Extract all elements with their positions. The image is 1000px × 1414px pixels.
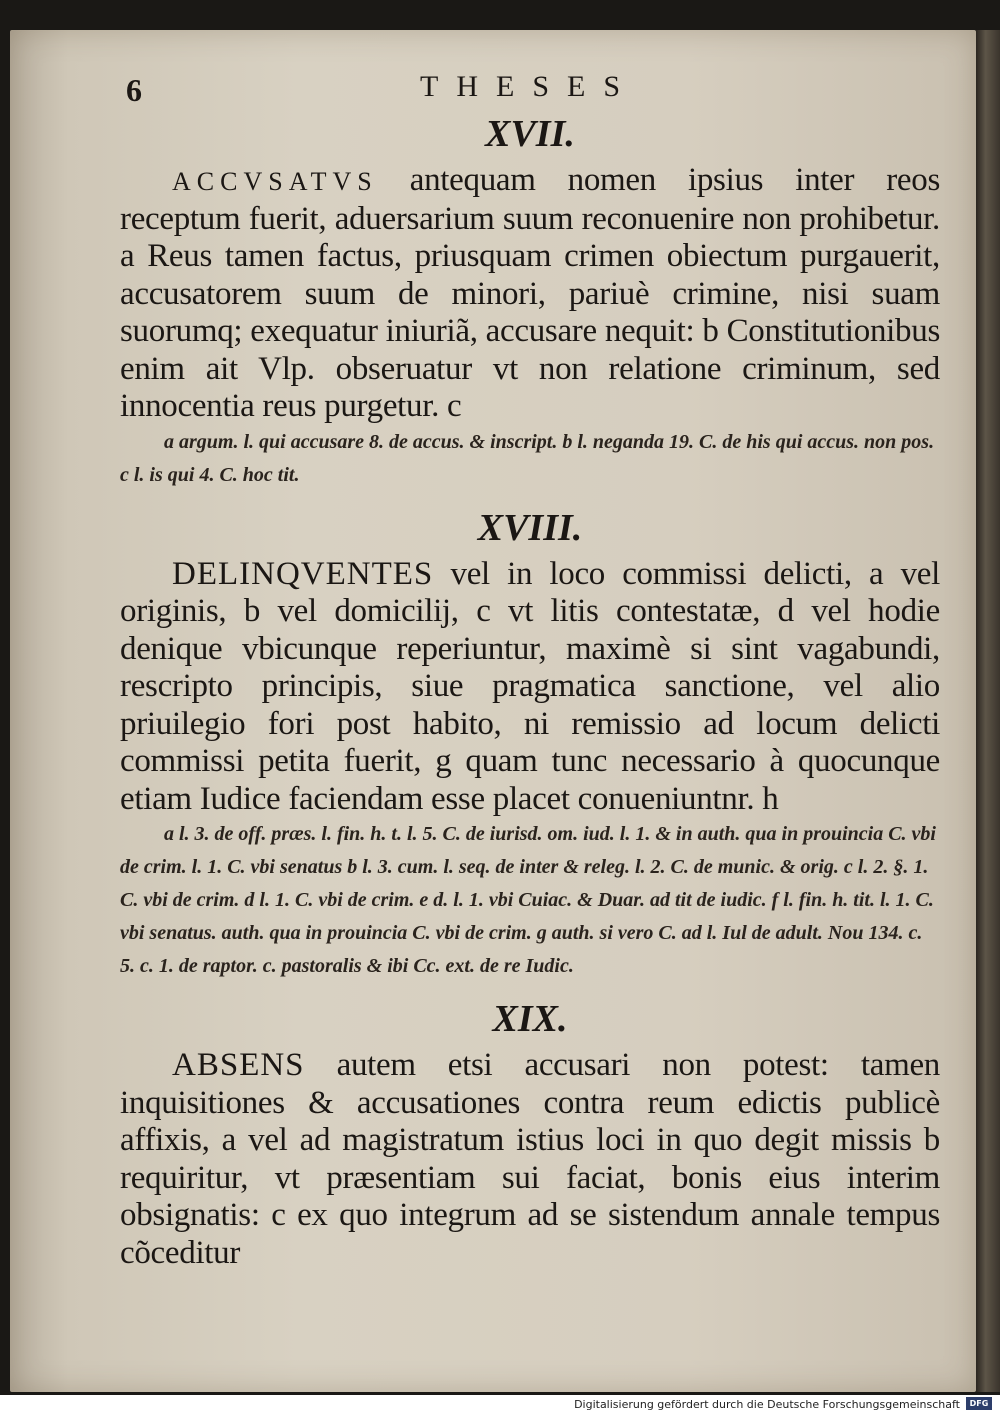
lead-word: ABSENS <box>172 1047 305 1083</box>
section-heading: XVIII. <box>477 506 583 549</box>
running-head <box>120 68 940 112</box>
page-content <box>120 68 940 1286</box>
page-edge <box>976 30 1000 1392</box>
lead-word: ACCVSATVS <box>172 167 378 196</box>
section-text <box>120 556 940 819</box>
footnotes: a argum. l. qui accusare 8. de accus. & inscript. b l. neganda 19. C. de his qui accus. non pos. c l. is qui 4. C. hoc tit. <box>120 430 935 486</box>
section-text <box>120 162 940 426</box>
lead-word: DELINQVENTES <box>172 555 434 592</box>
section-heading: XVII. <box>485 113 575 155</box>
section-xix <box>120 997 940 1272</box>
section-heading: XIX. <box>492 998 568 1040</box>
funding-credit: Digitalisierung gefördert durch die Deutsche Forschungsgemeinschaft <box>574 1398 960 1411</box>
page-number: 6 <box>126 72 142 108</box>
paragraph-body: vel in loco commissi delicti, a vel originis, b vel domicilij, c vt litis contestatæ, d vel hodie denique vbicunque reperiuntur, maximè si sint vagabundi, rescripto principis, siue pragmatica sanctione, vel alio priuilegio fori post habito, ni remissio ad locum delicti commissi petita fuerit, g quam tunc necessario à quocunque etiam Iudice faciendam esse placet conueniuntnr. h <box>120 555 940 817</box>
section-xvii <box>120 112 940 492</box>
running-title: THESES <box>420 70 639 103</box>
paragraph-body: antequam nomen ipsius inter reos receptum fuerit, aduersarium suum reconuenire non prohibetur. a Reus tamen factus, priusquam crimen obiectum purgauerit, accusatorem suum de minori, pariuè crimine, nisi suam suorumq; exequatur iniuriã, accusare nequit: b Constitutionibus enim ait Vlp. obseruatur vt non relatione criminum, sed innocentia reus purgetur. c <box>120 162 940 424</box>
section-text <box>120 1047 940 1272</box>
section-xviii <box>120 506 940 984</box>
footnotes: a l. 3. de off. præs. l. fin. h. t. l. 5. C. de iurisd. om. iud. l. 1. & in auth. qua in prouincia C. vbi de crim. l. 1. C. vbi senatus b l. 3. cum. l. seq. de inter & releg. l. 2. C. de munic. & orig. c l. 2. §. 1. C. vbi de crim. d l. 1. C. vbi de crim. e d. l. 1. vbi Cuiac. & Duar. ad tit de iudic. f l. fin. h. tit. l. 1. C. vbi senatus. auth. qua in prouincia C. vbi de crim. g auth. si vero C. ad l. Iul de adult. Nou 134. c. 5. c. 1. de raptor. c. pastoralis & ibi Cc. ext. de re Iudic. <box>120 823 936 977</box>
paragraph-body: autem etsi accusari non potest: tamen inquisitiones & accusationes contra reum edictis publicè affixis, a vel ad magistratum istius loci in quo degit missis b requiritur, vt præsentiam sui faciat, bonis eius interim obsignatis: c ex quo integrum ad se sistendum annale tempus cõceditur <box>120 1047 940 1271</box>
dfg-logo-icon: DFG <box>966 1397 992 1410</box>
